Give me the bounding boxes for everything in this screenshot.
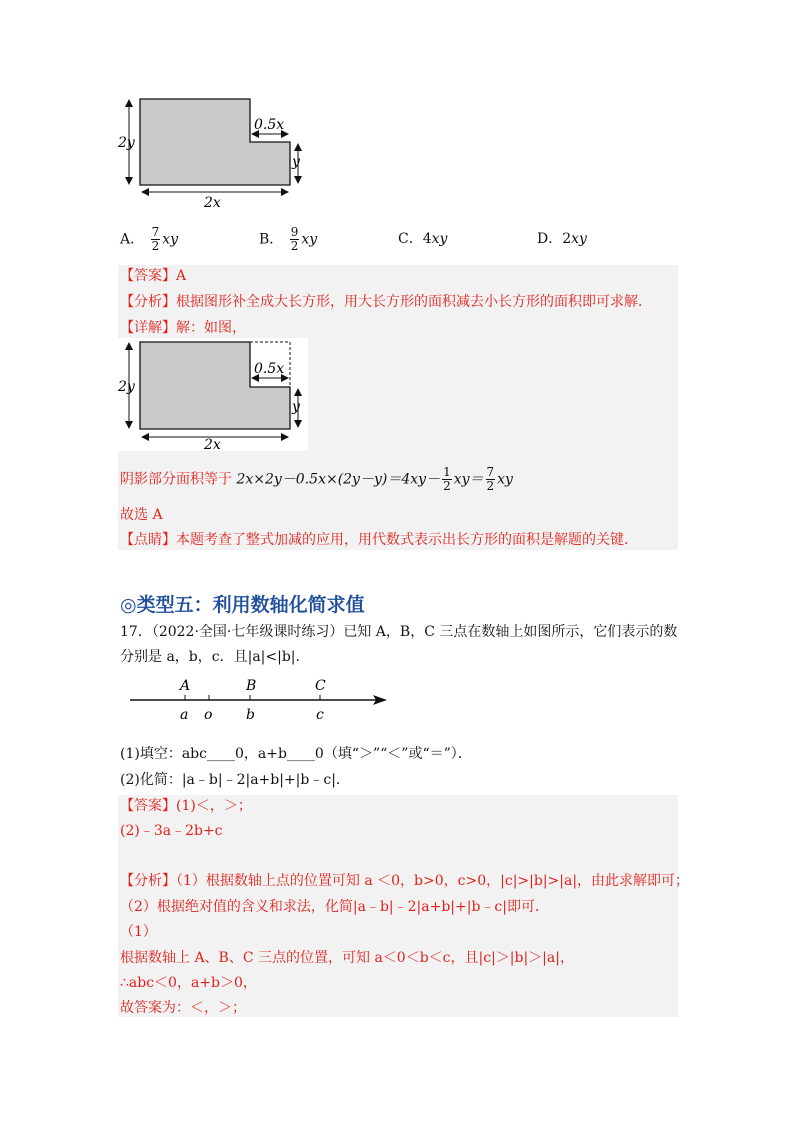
question-17-line-2: 分别是 a，b，c．且|a|<|b|. [120,649,300,665]
value-label-o: o [204,707,213,723]
solution-17-conclusion: 故答案为：＜，＞； [120,1000,246,1016]
point-label-A: A [180,678,191,694]
value-label-b: b [246,707,255,723]
formula-mid: xy＝ [453,471,484,488]
answer-1: 【答案】A [120,268,187,284]
shaded-area-formula: 阴影部分面积等于 2x×2y－0.5x×(2y－y)＝4xy－ $\frac{1}{2}$ xy＝ $\frac{7}{2}$ xy [120,465,513,493]
number-line [125,676,395,724]
solution-17-part-label: （1） [120,924,157,940]
point-label-C: C [315,678,326,694]
question-17-part-1: (1)填空：abc____0，a+b____0（填“＞”“＜”或“＝”）． [120,746,472,762]
area-figure-2 [118,338,308,451]
option-a-letter: A． [120,231,145,248]
comment-1: 【点睛】本题考查了整式加减的应用，用代数式表示出长方形的面积是解题的关键． [120,532,638,548]
answer-17-part-1: 【答案】(1)＜，＞； [120,798,252,814]
label-y: y [292,154,300,170]
label-05x: 0.5x [254,117,285,133]
solution-17-reason: 根据数轴上 A、B、C 三点的位置，可知 a＜0＜b＜c，且|c|＞|b|＞|a|， [120,950,574,966]
formula-left: 2x×2y－0.5x×(2y－y)＝4xy－ [236,471,441,488]
option-b-var: xy [301,231,318,248]
label-2y: 2y [118,135,135,151]
option-a-var: xy [162,231,179,248]
option-b-letter: B． [259,231,284,248]
option-a [120,226,178,253]
detail-1: 【详解】解：如图， [120,320,246,336]
analysis-17-2: （2）根据绝对值的含义和求法，化简|a﹣b|﹣2|a+b|+|b﹣c|即可． [120,899,549,915]
option-b-fraction: $\frac{9}{2}$ [290,225,299,253]
value-label-a: a [180,707,189,723]
question-17-line-1: 17．（2022·全国·七年级课时练习）已知 A，B，C 三点在数轴上如图所示，它们表示的数 [120,624,678,640]
label-2y: 2y [118,379,135,395]
analysis-17-1: 【分析】（1）根据数轴上点的位置可知 a ＜0，b>0，c>0，|c|>|b|>|a|，由此求解即可； [120,873,690,889]
label-y: y [292,399,300,415]
option-b [259,226,317,253]
value-label-c: c [316,707,324,723]
label-05x: 0.5x [254,361,285,377]
analysis-1: 【分析】根据图形补全成大长方形，用大长方形的面积减去小长方形的面积即可求解． [120,294,652,310]
option-d: D．2xy [537,231,587,247]
area-figure-1 [118,92,318,212]
question-17-part-2: (2)化简：|a﹣b|﹣2|a+b|+|b﹣c|. [120,772,341,788]
answer-17-part-2: (2)﹣3a﹣2b+c [120,823,223,839]
option-a-fraction: $\frac{7}{2}$ [151,225,160,253]
section-heading: ◎类型五：利用数轴化简求值 [120,594,365,616]
label-2x: 2x [204,437,221,451]
point-label-B: B [246,678,257,694]
label-2x: 2x [204,195,221,211]
option-c: C．4xy [398,231,448,247]
shaded-area-label: 阴影部分面积等于 [120,471,232,488]
choice-1: 故选 A [120,507,163,523]
l-shape-region [140,99,290,185]
formula-end: xy [497,471,513,488]
solution-17-therefore: ∴abc＜0，a+b＞0， [120,975,257,991]
